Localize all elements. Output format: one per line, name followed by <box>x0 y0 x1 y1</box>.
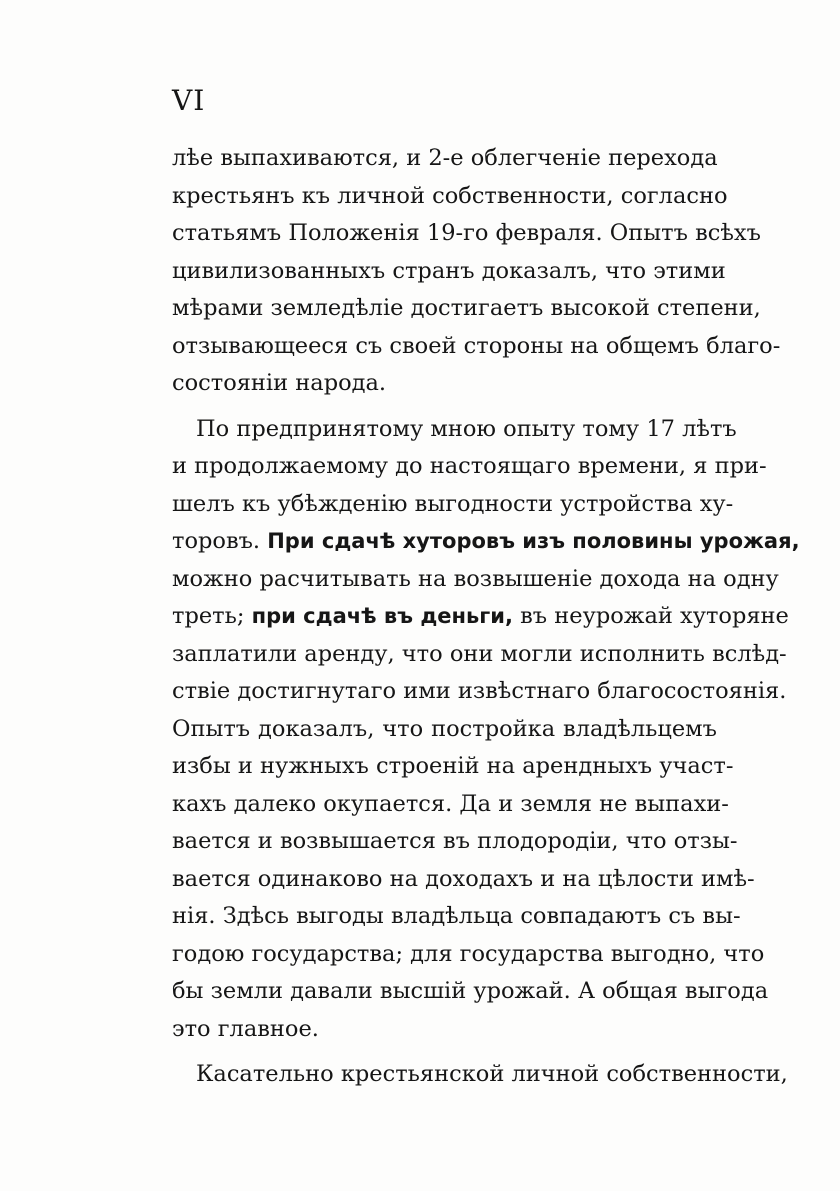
text-line <box>172 598 789 636</box>
paragraph <box>172 140 781 403</box>
paragraph <box>172 411 800 1049</box>
emphasis-text: при сдачѣ въ деньги, <box>251 604 513 628</box>
text-line: По предпринятому мною опыту тому 17 лѣтъ <box>196 415 737 442</box>
text-line <box>172 523 800 561</box>
text-line: можно расчитывать на возвышеніе дохода на одну <box>172 565 779 592</box>
text-line: нія. Здѣсь выгоды владѣльца совпадаютъ съ вы- <box>172 903 741 929</box>
text-line: бы земли давали высшій урожай. А общая выгода <box>172 978 769 1004</box>
body-text <box>172 140 800 1094</box>
text-line: это главное. <box>172 1015 319 1042</box>
text-run: треть; <box>172 603 245 629</box>
text-line: крестьянъ къ личной собственности, согласно <box>172 182 728 209</box>
text-line: вается и возвышается въ плодородіи, что отзы- <box>172 828 738 854</box>
text-run: торовъ. <box>172 528 261 554</box>
text-line: мѣрами земледѣліе достигаетъ высокой степени, <box>172 295 761 321</box>
text-line: ствіе достигнутаго ими извѣстнаго благосостоянія. <box>172 678 787 704</box>
text-line: отзывающееся съ своей стороны на общемъ благо- <box>172 332 781 359</box>
page-number: VI <box>172 84 206 117</box>
emphasis-text: При сдачѣ хуторовъ изъ половины урожая, <box>267 529 800 553</box>
text-line: заплатили аренду, что они могли исполнить вслѣд- <box>172 640 787 667</box>
text-line: лѣе выпахиваются, и 2-е облегченіе перехода <box>172 145 718 171</box>
text-line: статьямъ Положенія 19-го февраля. Опытъ всѣхъ <box>172 220 761 246</box>
text-line: Опытъ доказалъ, что постройка владѣльцемъ <box>172 715 717 742</box>
text-line: Касательно крестьянской личной собственности, <box>196 1061 788 1087</box>
text-line: состояніи народа. <box>172 370 387 396</box>
text-line: избы и нужныхъ строеній на арендныхъ участ- <box>172 753 734 779</box>
paragraph <box>172 1056 788 1094</box>
text-line: цивилизованныхъ странъ доказалъ, что этими <box>172 257 726 284</box>
text-line: вается одинаково на доходахъ и на цѣлости имѣ- <box>172 865 755 892</box>
text-line: и продолжаемому до настоящаго времени, я при- <box>172 453 767 479</box>
text-line: шелъ къ убѣжденію выгодности устройства ху- <box>172 490 734 517</box>
text-run: въ неурожай хуторяне <box>520 603 789 629</box>
text-line: кахъ далеко окупается. Да и земля не выпахи- <box>172 790 729 817</box>
text-line: годою государства; для государства выгодно, что <box>172 940 765 967</box>
